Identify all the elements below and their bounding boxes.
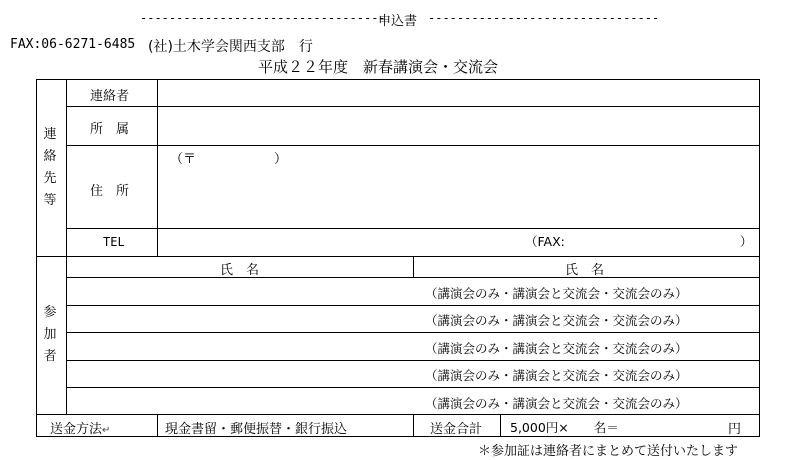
fax-field[interactable]: （FAX: ） xyxy=(525,234,753,249)
event-title: 平成２２年度 新春講演会・交流会 xyxy=(258,58,499,76)
yen-unit: 円 xyxy=(728,422,742,437)
payment-method-text: 送金方法 xyxy=(50,422,103,437)
form-title: 申込書 xyxy=(378,14,418,29)
participant-row-4-options[interactable]: （講演会のみ・講演会と交流会・交流会のみ） xyxy=(425,368,688,383)
affiliation-field[interactable] xyxy=(158,107,758,145)
affiliation-label: 所 属 xyxy=(90,122,130,137)
payment-methods[interactable]: 現金書留・郵便振替・銀行振込 xyxy=(165,422,348,437)
payment-method-label xyxy=(50,418,110,437)
fax-number: FAX:06-6271-6485 xyxy=(10,37,136,52)
price-formula[interactable]: 5,000円× 名＝ xyxy=(510,420,619,435)
name-header-right: 氏 名 xyxy=(565,263,605,278)
participant-row-1-options[interactable]: （講演会のみ・講演会と交流会・交流会のみ） xyxy=(425,286,688,301)
participant-row-2-options[interactable]: （講演会のみ・講演会と交流会・交流会のみ） xyxy=(425,313,688,328)
participants-section-label: 参 加 者 xyxy=(43,305,57,364)
contact-person-field[interactable] xyxy=(158,80,758,106)
total-label: 送金合計 xyxy=(430,422,483,437)
title-dash-left: ---------------------------------- xyxy=(140,11,386,25)
address-label: 住 所 xyxy=(90,184,130,199)
name-header-left: 氏 名 xyxy=(220,263,260,278)
contact-person-label: 連絡者 xyxy=(90,89,130,104)
postal-code-field[interactable]: （〒 ） xyxy=(170,152,288,167)
return-mark-icon: ↵ xyxy=(102,425,111,436)
footer-note: ＊参加証は連絡者にまとめて送付いたします xyxy=(478,444,739,459)
participant-row-5-options[interactable]: （講演会のみ・講演会と交流会・交流会のみ） xyxy=(425,396,688,411)
contact-section-label: 連 絡 先 等 xyxy=(43,127,57,208)
participant-row-3-options[interactable]: （講演会のみ・講演会と交流会・交流会のみ） xyxy=(425,341,688,356)
address-field[interactable] xyxy=(158,165,758,227)
recipient: (社)土木学会関西支部 行 xyxy=(148,39,313,55)
title-dash-right: -------------------------------- xyxy=(428,11,660,25)
tel-label: TEL xyxy=(103,235,125,249)
